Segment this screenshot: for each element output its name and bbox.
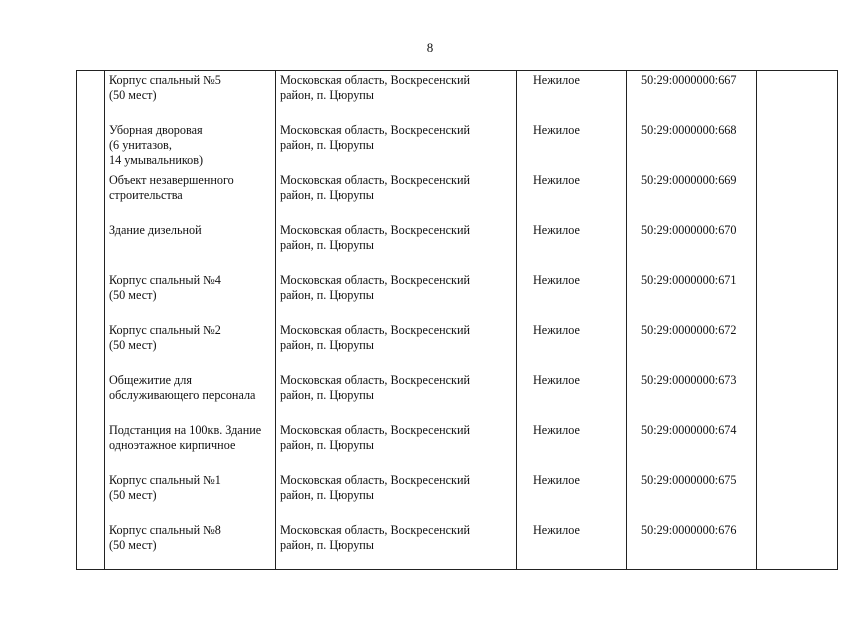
extra-cell — [757, 271, 838, 321]
object-name — [105, 71, 276, 121]
extra-cell — [757, 521, 838, 570]
object-address-text: Московская область, Воскресенский район, п. Цюрупы — [280, 73, 471, 102]
table-row — [77, 71, 838, 121]
object-type — [517, 471, 627, 521]
row-number-cell — [77, 371, 105, 421]
object-address — [276, 421, 517, 471]
cadastral-number-text: 50:29:0000000:675 — [641, 472, 737, 487]
extra-cell — [757, 371, 838, 421]
object-address-text: Московская область, Воскресенский район, п. Цюрупы — [280, 172, 471, 202]
cadastral-number-text: 50:29:0000000:676 — [641, 522, 737, 537]
object-type-text: Нежилое — [533, 322, 580, 337]
object-address — [276, 121, 517, 171]
cadastral-number — [627, 121, 757, 171]
object-address-text: Московская область, Воскресенский район, п. Цюрупы — [280, 272, 471, 302]
object-name — [105, 221, 276, 271]
row-number-cell — [77, 221, 105, 271]
object-address — [276, 371, 517, 421]
object-address-text: Московская область, Воскресенский район, п. Цюрупы — [280, 422, 471, 452]
object-name — [105, 421, 276, 471]
object-type — [517, 421, 627, 471]
row-number-cell — [77, 271, 105, 321]
object-type-text: Нежилое — [533, 372, 580, 387]
object-name-text: Подстанция на 100кв. Здание одноэтажное кирпичное — [109, 422, 262, 452]
object-type-text: Нежилое — [533, 73, 580, 87]
row-number-cell — [77, 121, 105, 171]
row-number-cell — [77, 171, 105, 221]
object-name-text: Здание дизельной — [109, 222, 202, 237]
object-type — [517, 121, 627, 171]
cadastral-number — [627, 321, 757, 371]
row-number-cell — [77, 321, 105, 371]
table-row — [77, 421, 838, 471]
object-name-text: Корпус спальный №4 (50 мест) — [109, 272, 221, 302]
object-address-text: Московская область, Воскресенский район, п. Цюрупы — [280, 122, 471, 152]
object-address — [276, 221, 517, 271]
object-name — [105, 521, 276, 570]
object-name-text: Общежитие для обслуживающего персонала — [109, 372, 256, 402]
extra-cell — [757, 121, 838, 171]
object-name — [105, 471, 276, 521]
cadastral-number — [627, 421, 757, 471]
row-number-cell — [77, 421, 105, 471]
object-type-text: Нежилое — [533, 422, 580, 437]
object-name-text: Объект незавершенного строительства — [109, 172, 234, 202]
extra-cell — [757, 471, 838, 521]
object-type — [517, 221, 627, 271]
extra-cell — [757, 171, 838, 221]
object-name-text: Корпус спальный №8 (50 мест) — [109, 522, 221, 552]
cadastral-number — [627, 71, 757, 121]
cadastral-number — [627, 521, 757, 570]
cadastral-number — [627, 271, 757, 321]
object-name — [105, 371, 276, 421]
object-address — [276, 71, 517, 121]
object-type — [517, 371, 627, 421]
object-name — [105, 121, 276, 171]
object-address-text: Московская область, Воскресенский район, п. Цюрупы — [280, 472, 471, 502]
extra-cell — [757, 421, 838, 471]
object-type — [517, 521, 627, 570]
object-address-text: Московская область, Воскресенский район, п. Цюрупы — [280, 372, 471, 402]
row-number-cell — [77, 71, 105, 121]
extra-cell — [757, 71, 838, 121]
object-address — [276, 321, 517, 371]
object-type — [517, 271, 627, 321]
object-type-text: Нежилое — [533, 122, 580, 137]
row-number-cell — [77, 471, 105, 521]
table-row — [77, 521, 838, 570]
object-name-text: Корпус спальный №2 (50 мест) — [109, 322, 221, 352]
cadastral-number-text: 50:29:0000000:669 — [641, 172, 737, 187]
object-type-text: Нежилое — [533, 172, 580, 187]
cadastral-number-text: 50:29:0000000:673 — [641, 372, 737, 387]
object-name — [105, 271, 276, 321]
object-type-text: Нежилое — [533, 472, 580, 487]
object-address — [276, 271, 517, 321]
object-name — [105, 321, 276, 371]
cadastral-number-text: 50:29:0000000:674 — [641, 422, 737, 437]
table-row — [77, 221, 838, 271]
object-address — [276, 521, 517, 570]
cadastral-number — [627, 471, 757, 521]
property-table — [76, 70, 838, 570]
object-type — [517, 321, 627, 371]
cadastral-number — [627, 371, 757, 421]
object-address — [276, 171, 517, 221]
cadastral-number — [627, 171, 757, 221]
object-name-text: Уборная дворовая (6 унитазов, 14 умывальников) — [109, 122, 204, 167]
cadastral-number-text: 50:29:0000000:672 — [641, 322, 737, 337]
row-number-cell — [77, 521, 105, 570]
cadastral-number-text: 50:29:0000000:671 — [641, 272, 737, 287]
object-type — [517, 171, 627, 221]
extra-cell — [757, 221, 838, 271]
cadastral-number — [627, 221, 757, 271]
cadastral-number-text: 50:29:0000000:667 — [641, 73, 737, 87]
table-row — [77, 271, 838, 321]
extra-cell — [757, 321, 838, 371]
object-name-text: Корпус спальный №5 (50 мест) — [109, 73, 221, 102]
object-type-text: Нежилое — [533, 522, 580, 537]
object-name-text: Корпус спальный №1 (50 мест) — [109, 472, 221, 502]
table-row — [77, 321, 838, 371]
table-row — [77, 371, 838, 421]
object-type-text: Нежилое — [533, 272, 580, 287]
object-address-text: Московская область, Воскресенский район, п. Цюрупы — [280, 322, 471, 352]
object-type-text: Нежилое — [533, 222, 580, 237]
object-address — [276, 471, 517, 521]
object-address-text: Московская область, Воскресенский район, п. Цюрупы — [280, 522, 471, 552]
table-row — [77, 121, 838, 171]
object-type — [517, 71, 627, 121]
table-row — [77, 471, 838, 521]
object-name — [105, 171, 276, 221]
cadastral-number-text: 50:29:0000000:668 — [641, 122, 737, 137]
page-number: 8 — [426, 40, 434, 55]
cadastral-number-text: 50:29:0000000:670 — [641, 222, 737, 237]
table-row — [77, 171, 838, 221]
object-address-text: Московская область, Воскресенский район, п. Цюрупы — [280, 222, 471, 252]
